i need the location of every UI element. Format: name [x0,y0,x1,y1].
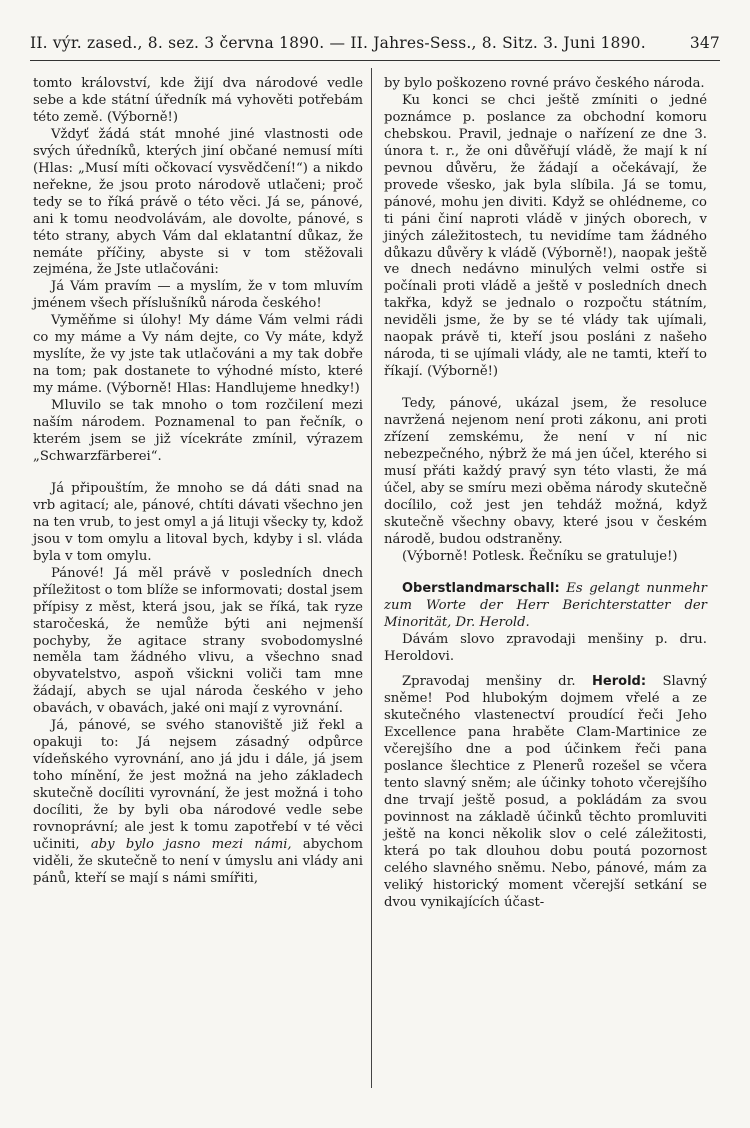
paragraph: Tedy, pánové, ukázal jsem, že resoluce navržená nejenom není proti zákonu, ani proti zřízení zemskému, že není v ní nic nebezpečného, nýbrž že má jen účel, kterého si musí přáti každý pravý syn této vlasti, že má účel, aby se smíru mezi oběma národy skutečně docílilo, což jest jen tehdáž možná, když skutečně všechny obavy, které jsou v českém národě, budou odstraněny. [384,396,707,547]
paragraph: Vždyť žádá stát mnohé jiné vlastnosti ode svých úředníků, kterých jiní občané nemusí míti (Hlas: „Musí míti očkovací vysvědčení!“) a nikdo neřekne, že jsou proto národově utlačeni; proč tedy se to říká právě o této věci. Já se, pánové, ani k tomu neodvolávám, ale dovolte, pánové, s této strany, abych Vám dal eklatantní důkaz, že nemáte příčiny, abyste si v tom stěžovali zejména, že Jste utlačováni: [33,126,363,278]
paragraph: Dávám slovo zpravodaji menšiny p. dru. Heroldovi. [384,631,707,664]
paragraph: Já Vám pravím — a myslím, že v tom mluvím jménem všech příslušníků národa českého! [33,279,363,312]
paragraph: Ku konci se chci ještě zmíniti o jedné poznámce p. poslance za obchodní komoru chebskou. Pravil, jednaje o nařízení ze dne 3. února t. r., že oni důvěřují vládě, že mají k ní pevnou důvěru, že žádají a očekávají, že provede všesko, jak byla slíbila. Já se tomu, pánové, mohu jen diviti. Když se ohlédneme, co ti páni činí naproti vládě v jiných oborech, v jiných záležitostech, tu nevidíme tam žádného důkazu důvěry k vládě (Výborně!), naopak ještě ve dnech nedávno minulých velmi ostře si počínali proti vládě a ještě v posledních dnech takřka, když se jednalo o rozpočtu státním, neviděli jsme, že by se té vlády tak ujímali, naopak právě ti, kteří jsou posláni z našeho národa, ti se ujímali vlády, ale ne tamti, kteří to říkají. (Výborně!) [384,92,707,380]
paragraph-text: Já, pánové, se svého stanoviště již řekl a opakuji to: Já nejsem zásadný odpůrce vídeňského vyrovnání, ano já jdu i dále, já jsem toho mínění, že jest možná na jeho základech skutečně docíliti vyrovnání, že jest možná i toho docíliti, že by byli oba národové vedle sebe rovnoprávní; ale jest k tomu zapotřebí v té věci učiniti, [33,718,363,852]
speaker-name: Oberstlandmarschall: [402,580,560,596]
emphasis-text: aby bylo jasno mezi námi, [90,836,292,852]
right-column [384,76,707,912]
paragraph-text: abychom viděli, že skutečně to není v úmyslu ani vlády ani pánů, kteří se mají s námi smířiti, [33,836,363,886]
page-number: 347 [689,34,720,52]
german-text: Es gelangt nunmehr zum Worte der Herr Berichterstatter der Minorität, Dr. Herold. [384,580,707,630]
paragraph-text: Slavný sněme! Pod hlubokým dojmem vřelé a ze skutečného vlastenectví proudící řeči Jeho Excellence pana hraběte Clam-Martinice ze včerejšího dne a pod účinkem řeči pana poslance šlechtice z Plenerů rozešel se včera tento slavný sněm; ale účinky tohoto včerejšího dne trvají ještě posud, a pokládám za svou povinnost na základě účinků těchto promluviti ještě na konci několik slov o celé záležitosti, která po tak dlouhou dobu poutá pozornost celého slavného sněmu. Nebo, pánové, mám za veliký historický moment včerejší setkání se dvou vynikajících účast- [384,674,707,910]
paragraph [33,718,363,888]
paragraph: tomto království, kde žijí dva národové vedle sebe a kde státní úředník má vyhověti potřebám této země. (Výborně!) [33,76,363,125]
paragraph [384,674,707,911]
paragraph: Já připouštím, že mnoho se dá dáti snad na vrb agitací; ale, pánové, chtíti dávati všechno jen na ten vrub, to jest omyl a já lituji všecky ty, kdož jsou v tom omylu a litoval bych, kdyby i sl. vláda byla v tom omylu. [33,480,363,564]
paragraph: Vyměňme si úlohy! My dáme Vám velmi rádi co my máme a Vy nám dejte, co Vy máte, když myslíte, že vy jste tak utlačováni a my tak dobře na tom; pak dostanete to výhodné místo, které my máme. (Výborně! Hlas: Handlujeme hnedky!) [33,313,363,397]
speaker-name: Herold: [592,674,647,690]
header-session-info: II. výr. zased., 8. sez. 3 června 1890. — II. Jahres-Sess., 8. Sitz. 3. Juni 1890. [30,34,646,52]
paragraph: (Výborně! Potlesk. Řečníku se gratuluje!) [402,548,678,564]
paragraph: Mluvilo se tak mnoho o tom rozčilení mezi naším národem. Poznamenal to pan řečník, o kterém jsem se již vícekráte zmínil, výrazem „Schwarzfärberei“. [33,398,363,464]
column-divider [371,68,372,1088]
running-header [30,34,720,61]
paragraph [384,581,707,632]
speaker-intro: Zpravodaj menšiny dr. [402,674,576,690]
paragraph: by bylo poškozeno rovné právo českého národa. [384,76,705,91]
paragraph: Pánové! Já měl právě v posledních dnech příležitost o tom blíže se informovati; dostal jsem přípisy z měst, která jsou, jak se říká, tak ryze staročeská, že nemůže býti ani nejmenší pochyby, že agitace strany svobodomyslné neměla tam žádného vlivu, a všechno snad obyvatelstvo, aspoň všickni voliči tam mne žádají, abych se ujal národa českého v jeho obavách, v obavách, jaké oni mají z vyrovnání. [33,565,363,717]
left-column [33,76,363,888]
